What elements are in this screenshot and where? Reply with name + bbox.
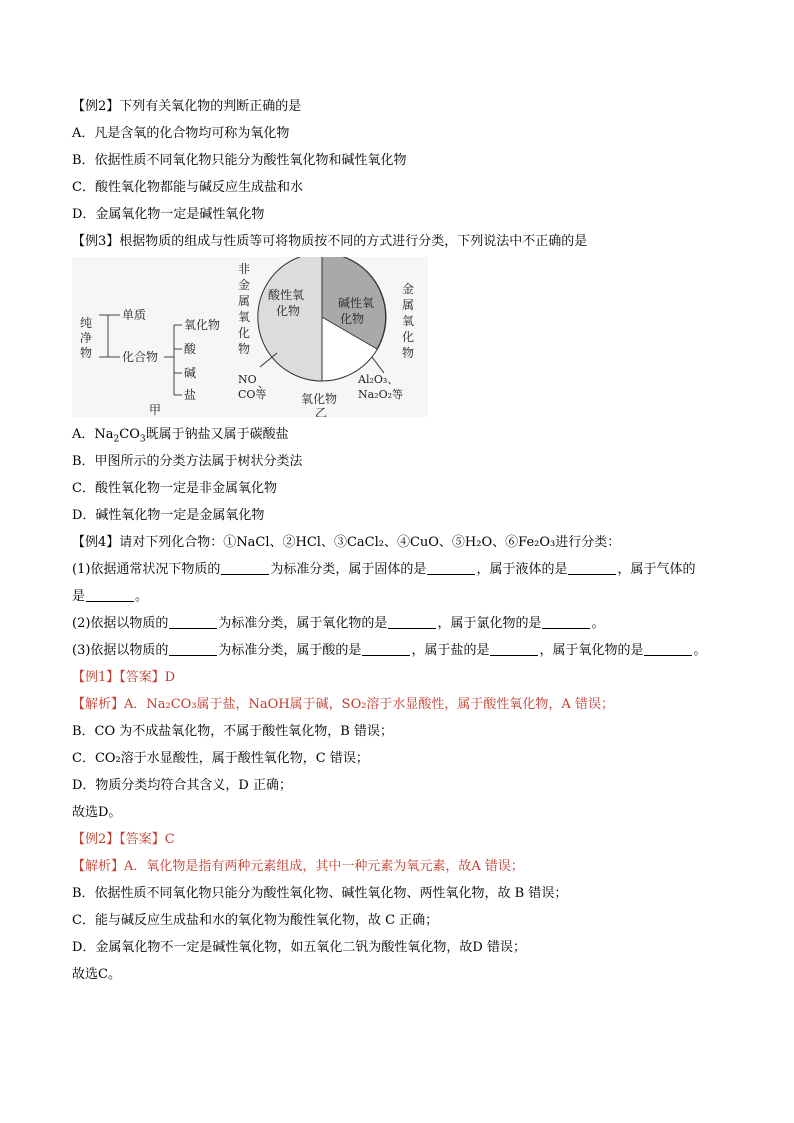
- ans1-line-5: 故选D。: [72, 805, 122, 820]
- ex3-a-pre: A．Na: [72, 427, 114, 442]
- ans1-line-3: C．CO₂溶于水显酸性，属于酸性氧化物，C 错误；: [72, 751, 369, 766]
- tree-branch-compounds: 化合物: [122, 350, 159, 364]
- ex4-q1-text-b: 为标准分类，属于固体的是: [270, 562, 427, 577]
- document-page: [72, 93, 732, 988]
- tree-root-char-3: 物: [80, 346, 93, 360]
- bottom-left-label-2: CO等: [238, 388, 267, 401]
- answer-blank[interactable]: [568, 560, 616, 575]
- ex4-q1-text-f: 。: [135, 589, 149, 604]
- ex4-q2-text-a: (2)依据以物质的: [72, 616, 169, 631]
- ans1-head: 【例1】【答案】D: [72, 670, 176, 685]
- ex3-option-c: C．酸性氧化物一定是非金属氧化物: [72, 481, 277, 496]
- pie-center-caption: 氧化物: [301, 392, 338, 406]
- ans2-head: 【例2】【答案】C: [72, 832, 175, 847]
- ex4-q1-text-a: (1)依据通常状况下物质的: [72, 562, 221, 577]
- answer-blank[interactable]: [86, 587, 134, 602]
- ex4-q2-text-c: ，属于氯化物的是: [437, 616, 542, 631]
- ex4-q3-text-e: 。: [693, 643, 707, 658]
- left-label-5: 化: [238, 326, 251, 340]
- ans2-line-3: C．能与碱反应生成盐和水的氧化物为酸性氧化物，故 C 正确；: [72, 913, 439, 928]
- ex3-a-sub1: 2: [113, 434, 120, 445]
- ex3-a-sub2: 3: [139, 434, 146, 445]
- answer-blank[interactable]: [427, 560, 475, 575]
- ans1-line-1: 【解析】A．Na₂CO₃属于盐，NaOH属于碱，SO₂溶于水显酸性，属于酸性氧化物，A 错误；: [72, 697, 614, 712]
- left-label-3: 属: [238, 294, 251, 308]
- ex2-option-a: A．凡是含氧的化合物均可称为氧化物: [72, 126, 290, 141]
- tree-leaf-oxide: 氧化物: [184, 318, 221, 332]
- ex4-q3-text-a: (3)依据以物质的: [72, 643, 169, 658]
- ans2-line-2: B．依据性质不同氧化物只能分为酸性氧化物、碱性氧化物、两性氧化物，故 B 错误；: [72, 886, 568, 901]
- ex3-option-d: D．碱性氧化物一定是金属氧化物: [72, 508, 265, 523]
- answer-blank[interactable]: [362, 641, 410, 656]
- ex4-q1-text-d: ，属于气体的: [617, 562, 696, 577]
- right-label-3: 氧: [402, 314, 415, 328]
- right-label-5: 物: [402, 346, 415, 360]
- classification-figure: [72, 257, 732, 417]
- ex3-option-b: B．甲图所示的分类方法属于树状分类法: [72, 454, 303, 469]
- answer-blank[interactable]: [388, 614, 436, 629]
- ex4-q1-cont: [72, 583, 732, 610]
- right-label-1: 金: [402, 282, 415, 296]
- ex4-title: 【例4】请对下列化合物：①NaCl、②HCl、③CaCl₂、④CuO、⑤H₂O、⑥Fe₂O₃进行分类：: [72, 535, 621, 550]
- bottom-left-label-sep: 、: [258, 377, 269, 390]
- left-label-6: 物: [238, 342, 251, 356]
- answer-blank[interactable]: [542, 614, 590, 629]
- ex4-q1: [72, 556, 732, 583]
- ex3-title: 【例3】根据物质的组成与性质等可将物质按不同的方式进行分类，下列说法中不正确的是: [72, 234, 588, 249]
- ex4-q1-text-c: ，属于液体的是: [476, 562, 568, 577]
- answer-blank[interactable]: [221, 560, 269, 575]
- pie-acidic-label-1: 酸性氧: [268, 288, 305, 302]
- ans2-line-1: 【解析】A．氧化物是指有两种元素组成，其中一种元素为氧元素，故A 错误；: [72, 859, 524, 874]
- bottom-right-label-2: Na₂O₂等: [358, 388, 404, 401]
- ex4-q3-text-c: ，属于盐的是: [411, 643, 490, 658]
- ex2-title: 【例2】下列有关氧化物的判断正确的是: [72, 99, 302, 114]
- bottom-left-label-1: NO: [238, 373, 257, 386]
- left-label-2: 金: [238, 278, 251, 292]
- ex4-q3-text-b: 为标准分类，属于酸的是: [218, 643, 362, 658]
- classification-diagram: [72, 257, 432, 417]
- answer-blank[interactable]: [169, 614, 217, 629]
- ex2-option-c: C．酸性氧化物都能与碱反应生成盐和水: [72, 180, 303, 195]
- tree-root-char-1: 纯: [80, 316, 93, 330]
- answer-blank[interactable]: [169, 641, 217, 656]
- pie-acidic-label-2: 化物: [276, 304, 301, 318]
- ex4-q3: [72, 637, 732, 664]
- ans1-line-2: B．CO 为不成盐氧化物，不属于酸性氧化物，B 错误；: [72, 724, 393, 739]
- ex2-option-d: D．金属氧化物一定是碱性氧化物: [72, 207, 265, 222]
- tree-leaf-base: 碱: [184, 366, 197, 380]
- right-label-2: 属: [402, 298, 415, 312]
- pie-basic-label-2: 化物: [340, 312, 365, 326]
- answer-blank[interactable]: [644, 641, 692, 656]
- ex4-q2-text-b: 为标准分类，属于氧化物的是: [218, 616, 388, 631]
- pie-basic-label-1: 碱性氧: [338, 296, 375, 310]
- ans2-line-5: 故选C。: [72, 967, 121, 982]
- ex2-option-b: B．依据性质不同氧化物只能分为酸性氧化物和碱性氧化物: [72, 153, 407, 168]
- ex3-option-a: [72, 421, 732, 448]
- ex3-a-mid: CO: [119, 427, 140, 442]
- tree-root-char-2: 净: [80, 331, 93, 345]
- ex4-q2-text-d: 。: [591, 616, 605, 631]
- ex4-q2: [72, 610, 732, 637]
- ex4-q1-text-e: 是: [72, 589, 86, 604]
- left-label-4: 氧: [238, 310, 251, 324]
- ex4-q3-text-d: ，属于氧化物的是: [539, 643, 644, 658]
- ans2-line-4: D．金属氧化物不一定是碱性氧化物，如五氧化二钒为酸性氧化物，故D 错误；: [72, 940, 526, 955]
- ans1-line-4: D．物质分类均符合其含义，D 正确；: [72, 778, 292, 793]
- left-label-1: 非: [238, 262, 251, 276]
- bottom-right-label-1: Al₂O₃、: [358, 373, 399, 386]
- tree-branch-elements: 单质: [122, 308, 147, 322]
- right-label-4: 化: [402, 330, 415, 344]
- pie-caption: 乙: [315, 406, 328, 417]
- tree-caption: 甲: [149, 403, 162, 417]
- tree-leaf-acid: 酸: [184, 342, 197, 356]
- answer-blank[interactable]: [490, 641, 538, 656]
- tree-leaf-salt: 盐: [184, 388, 197, 402]
- ex3-a-post: 既属于钠盐又属于碳酸盐: [145, 427, 289, 442]
